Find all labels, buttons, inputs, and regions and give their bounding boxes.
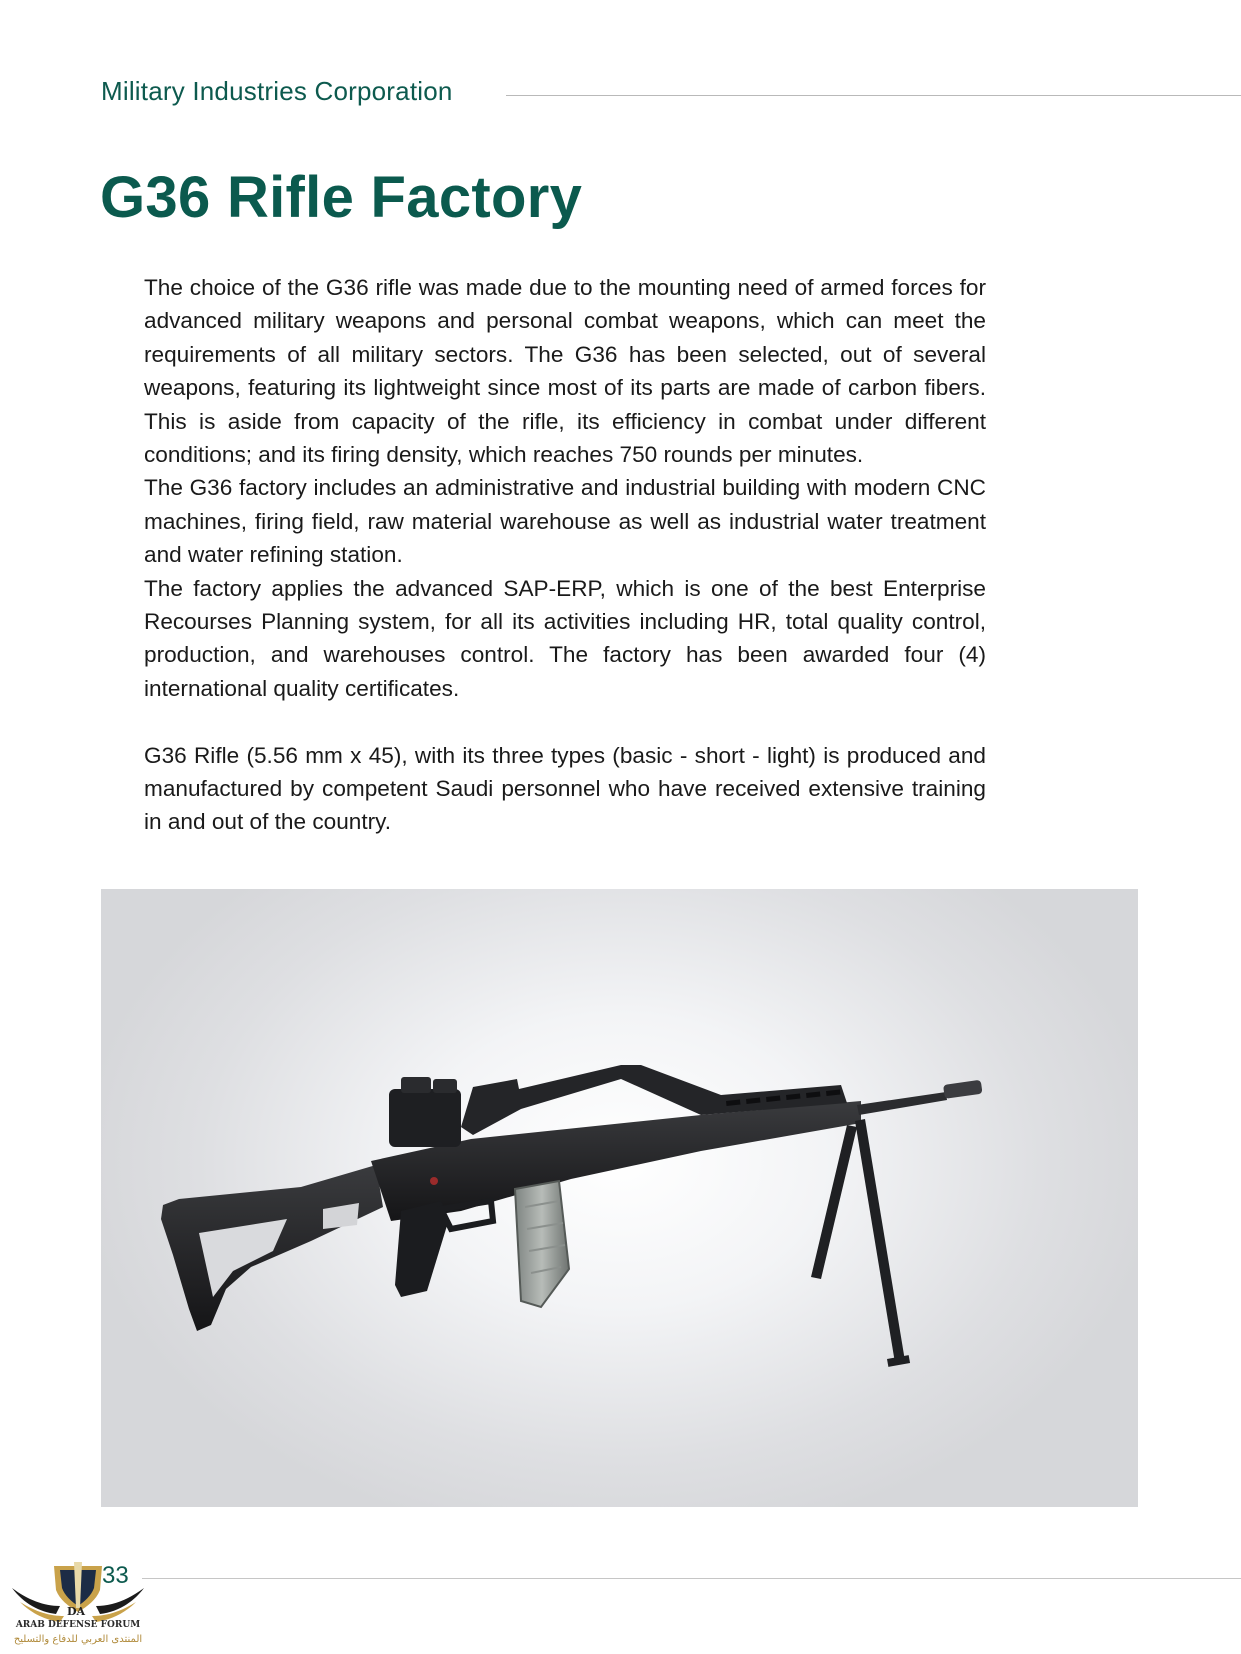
- trigger-guard: [441, 1201, 493, 1229]
- header-rule: [506, 95, 1241, 96]
- header-title: Military Industries Corporation: [101, 76, 453, 106]
- body-text: [144, 271, 986, 839]
- footer-rule: [142, 1578, 1241, 1579]
- bipod-leg-rear: [811, 1125, 857, 1279]
- logo-caption-arabic: المنتدى العربي للدفاع والتسليح: [13, 1634, 143, 1645]
- optic-block: [389, 1089, 461, 1147]
- page-number: 33: [102, 1562, 129, 1589]
- g36-rifle-illustration: [101, 889, 1138, 1507]
- rifle-photo: [101, 889, 1138, 1507]
- barrel: [857, 1092, 947, 1115]
- flash-hider: [943, 1080, 983, 1099]
- paragraph-rifle-choice: The choice of the G36 rifle was made due to the mounting need of armed forces for advanced military weapons and personal combat weapons, which can meet the requirements of all military sectors. The G36 has been selected, out of several weapons, featuring its lightweight since most of its parts are made of carbon fibers. This is aside from capacity of the rifle, its efficiency in combat under different conditions; and its firing density, which reaches 750 rounds per minutes.: [144, 275, 986, 468]
- page-title: G36 Rifle Factory: [100, 165, 583, 230]
- paragraph-factory-facilities: The G36 factory includes an administrative and industrial building with modern CNC machines, firing field, raw material warehouse as well as industrial water treatment and water refining station.: [144, 475, 986, 568]
- bipod-leg-front: [855, 1119, 905, 1363]
- logo-caption: ARAB DEFENSE FORUM: [15, 1620, 141, 1630]
- paragraph-sap-erp: The factory applies the advanced SAP-ERP, which is one of the best Enterprise Recourses Planning system, for all its activities including HR, total quality control, production, and warehouses control. The factory has been awarded four (4) international quality certificates.: [144, 575, 986, 701]
- paragraph-gap: [144, 705, 986, 738]
- magazine: [515, 1181, 569, 1307]
- paragraph-rifle-types: G36 Rifle (5.56 mm x 45), with its three types (basic - short - light) is produced and manufactured by competent Saudi personnel who have received extensive training in and out of the country.: [144, 742, 986, 835]
- logo-mark: DA: [66, 1605, 86, 1618]
